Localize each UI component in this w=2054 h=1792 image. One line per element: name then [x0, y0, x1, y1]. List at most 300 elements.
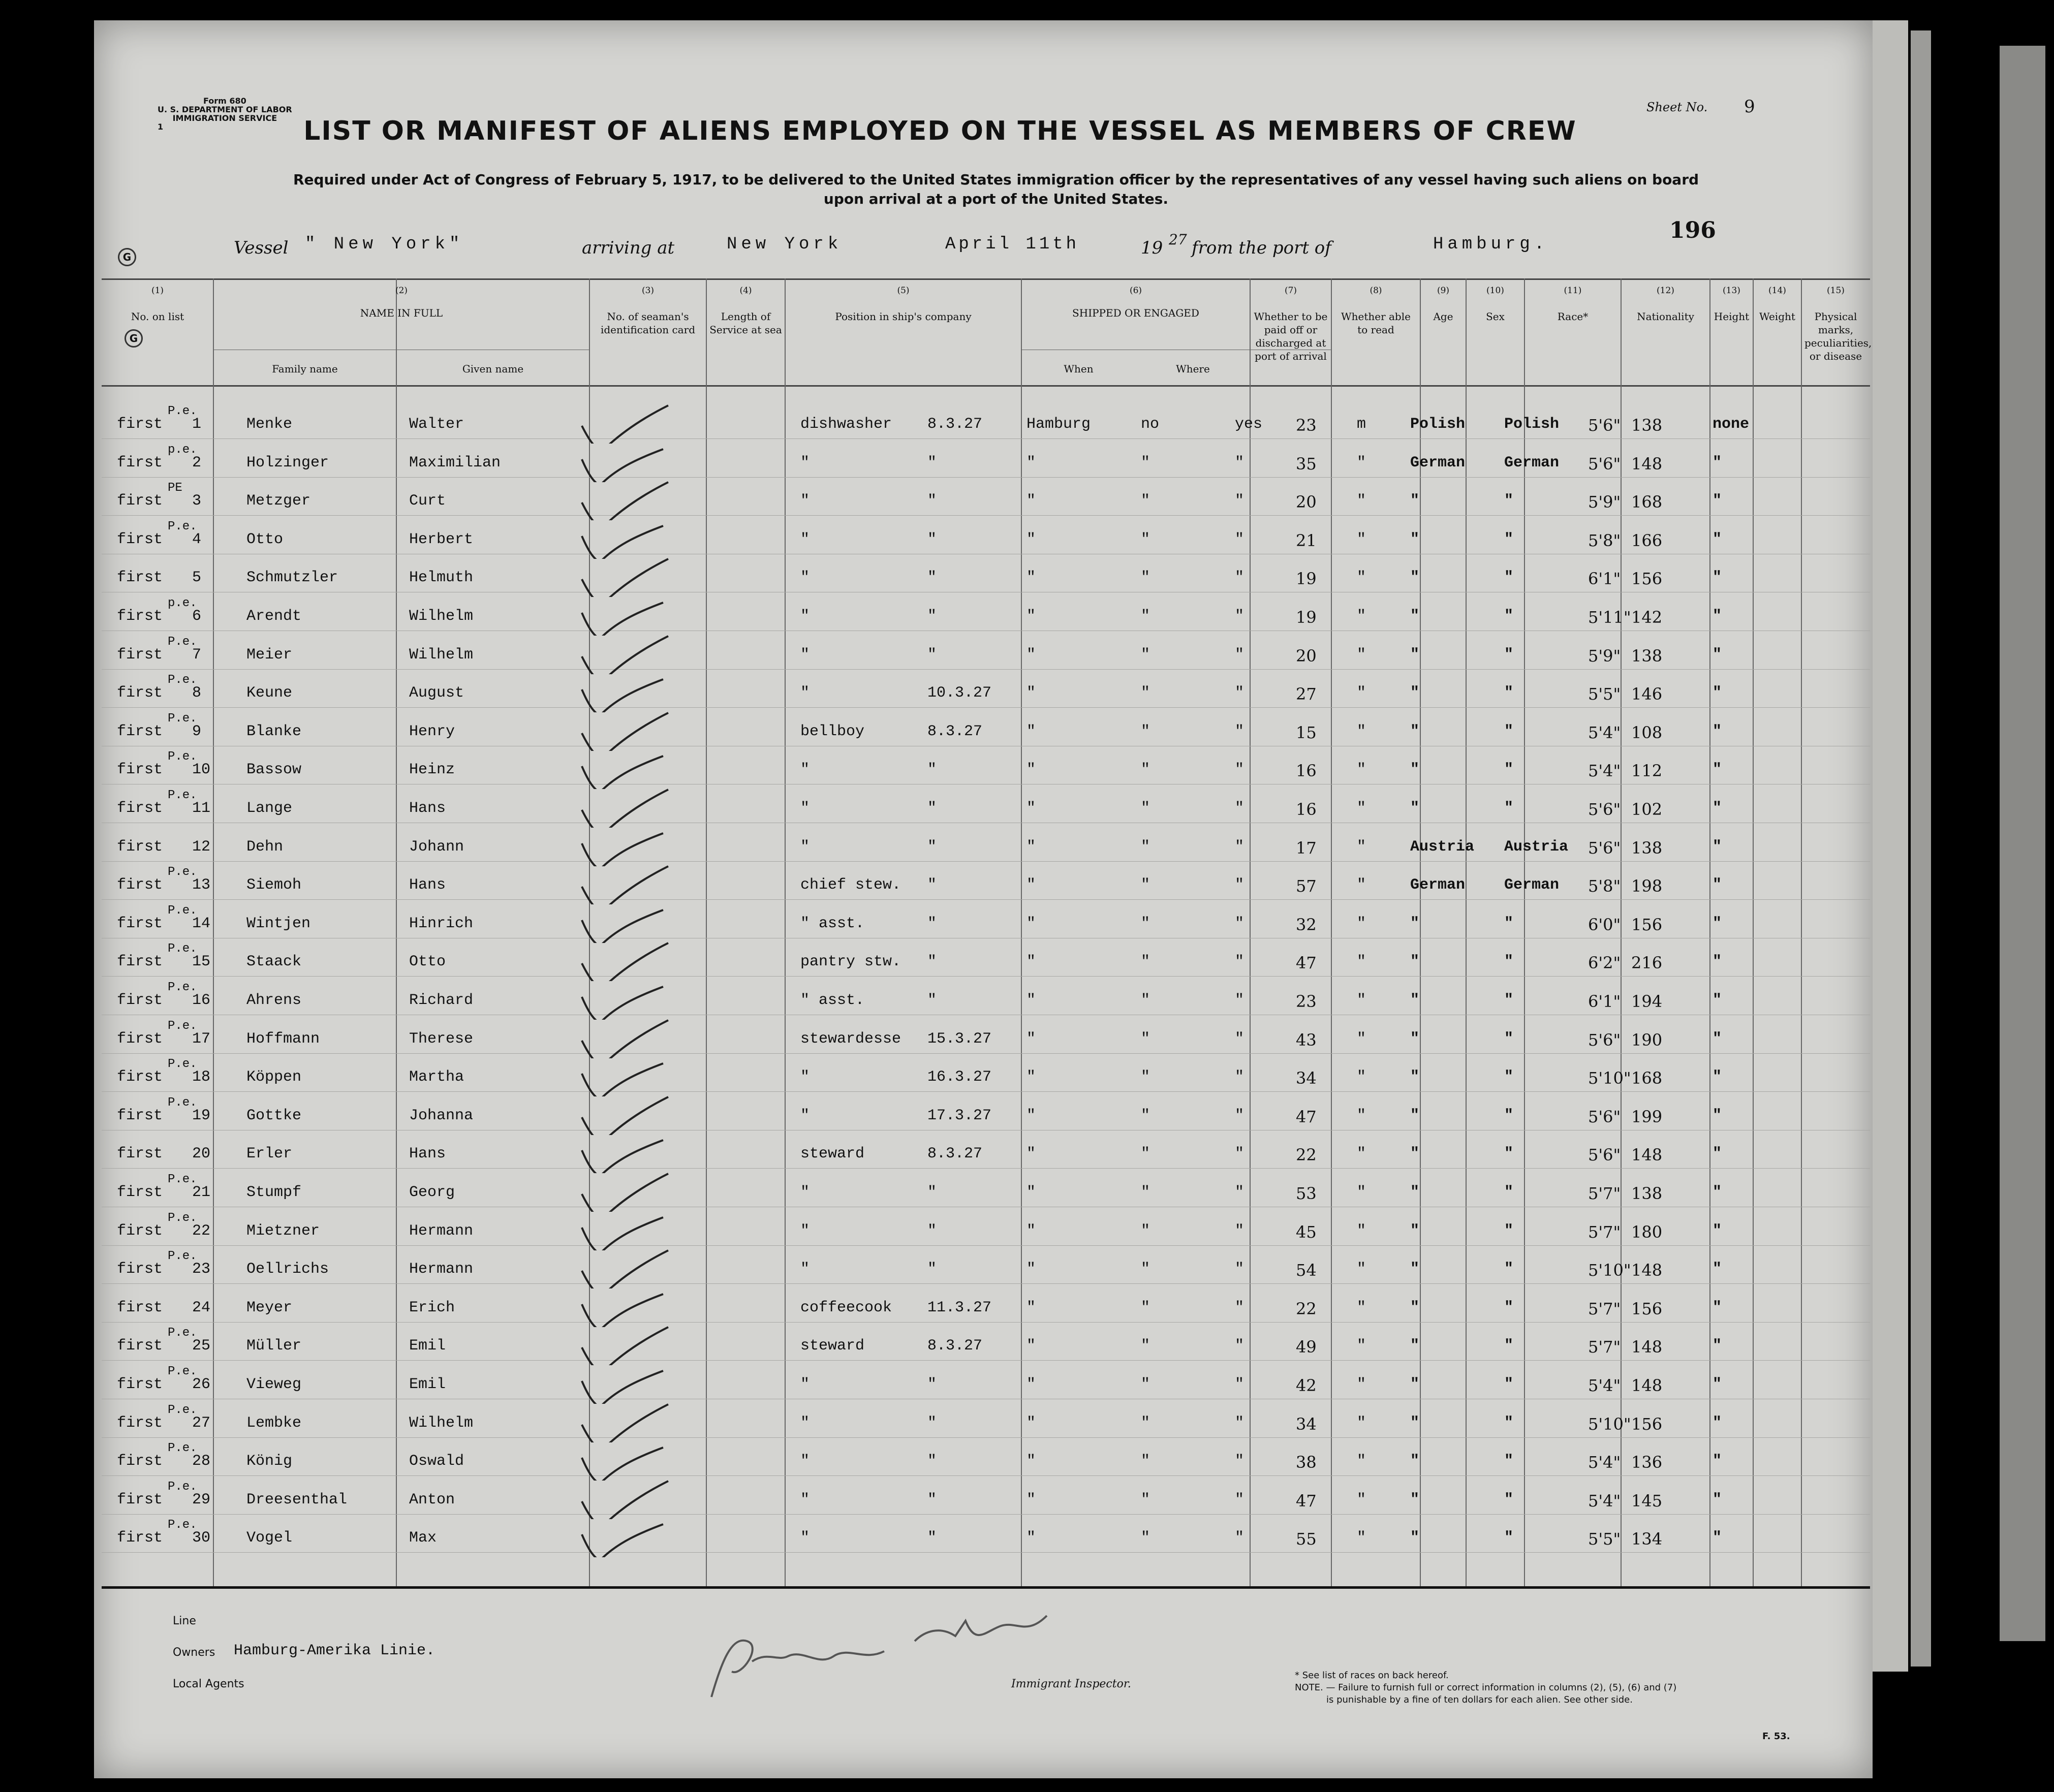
cell-position: " asst. — [800, 915, 865, 932]
cell-nat: " — [1504, 608, 1514, 625]
cell-age: 16 — [1296, 761, 1317, 781]
cell-cls: first — [117, 416, 163, 433]
cell-family: Blanke — [246, 722, 302, 740]
vessel-value: " New York" — [305, 235, 464, 254]
column-subheader: Given name — [462, 363, 524, 375]
cell-no: 16 — [192, 992, 211, 1009]
cell-cls: first — [117, 1453, 163, 1470]
cell-nat: German — [1504, 876, 1560, 894]
cell-given: Emil — [409, 1376, 446, 1393]
port-label: from the port of — [1192, 238, 1331, 258]
cell-position: " asst. — [800, 992, 865, 1009]
cell-sex: " — [1357, 1030, 1366, 1048]
cell-given: Erich — [409, 1299, 455, 1316]
cell-position: " — [800, 1107, 810, 1124]
cell-cls: first — [117, 1030, 163, 1048]
cell-when: 11.3.27 — [927, 1299, 992, 1316]
cell-height: 6'0" — [1588, 915, 1621, 934]
cell-age: 23 — [1296, 416, 1317, 435]
cell-family: Dreesenthal — [246, 1491, 348, 1508]
cell-nat: " — [1504, 569, 1514, 587]
cell-height: 5'11" — [1588, 608, 1631, 627]
cell-no: 28 — [192, 1453, 211, 1470]
cell-where: " — [1026, 684, 1036, 702]
row-rule — [102, 477, 1870, 478]
arriving-label: arriving at — [582, 238, 675, 258]
owners-label: Owners — [173, 1646, 215, 1659]
cell-race: " — [1410, 1222, 1420, 1240]
service-name: IMMIGRATION SERVICE — [172, 113, 277, 123]
cell-nat: " — [1504, 1261, 1514, 1278]
cell-given: Anton — [409, 1491, 455, 1508]
cell-height: 6'1" — [1588, 569, 1621, 589]
header-top-rule — [102, 278, 1870, 280]
cell-height: 5'8" — [1588, 876, 1621, 896]
cell-given: Maximilian — [409, 454, 501, 471]
cell-marks: " — [1713, 530, 1722, 548]
cell-age: 22 — [1296, 1145, 1317, 1165]
cell-no: 8 — [192, 684, 202, 702]
cell-paid: " — [1141, 1030, 1150, 1048]
row-rule — [102, 1245, 1870, 1246]
cell-position: " — [800, 684, 810, 702]
cell-nat: " — [1504, 722, 1514, 740]
cell-sex: m — [1357, 416, 1366, 433]
column-divider — [1021, 278, 1022, 1586]
cell-weight: 148 — [1631, 1261, 1663, 1280]
row-rule — [102, 1283, 1870, 1284]
cell-marks: " — [1713, 1376, 1722, 1393]
cell-weight: 148 — [1631, 454, 1663, 474]
cell-read: " — [1235, 1337, 1244, 1355]
cell-no: 20 — [192, 1145, 211, 1163]
cell-position: stewardesse — [800, 1030, 901, 1048]
cell-height: 6'1" — [1588, 992, 1621, 1011]
cell-race: German — [1410, 454, 1466, 471]
cell-mark: P.e. — [168, 1057, 197, 1072]
cell-when: 8.3.27 — [927, 416, 983, 433]
cell-family: Gottke — [246, 1107, 302, 1124]
cell-position: " — [800, 646, 810, 664]
cell-weight: 156 — [1631, 569, 1663, 589]
cell-cls: first — [117, 953, 163, 971]
cell-no: 9 — [192, 722, 202, 740]
cell-read: " — [1235, 992, 1244, 1009]
cell-age: 49 — [1296, 1337, 1317, 1357]
cell-read: " — [1235, 1145, 1244, 1163]
cell-sex: " — [1357, 800, 1366, 817]
cell-paid: " — [1141, 1222, 1150, 1240]
sheet-number-value: 9 — [1744, 97, 1755, 117]
column-header: Age — [1433, 310, 1453, 323]
cell-sex: " — [1357, 646, 1366, 664]
cell-when: " — [927, 530, 937, 548]
cell-sex: " — [1357, 1068, 1366, 1086]
column-number: (11) — [1564, 286, 1582, 296]
column-divider — [706, 278, 707, 1586]
cell-cls: first — [117, 876, 163, 894]
cell-sex: " — [1357, 1261, 1366, 1278]
cell-read: " — [1235, 761, 1244, 779]
cell-when: 8.3.27 — [927, 1145, 983, 1163]
column-divider — [1420, 278, 1421, 1586]
cell-paid: " — [1141, 953, 1150, 971]
column-header: NAME IN FULL — [360, 307, 443, 319]
cell-weight: 168 — [1631, 492, 1663, 512]
cell-age: 47 — [1296, 1107, 1317, 1126]
cell-height: 5'6" — [1588, 1107, 1621, 1126]
cell-cls: first — [117, 838, 163, 856]
cell-mark: PE — [168, 481, 182, 495]
cell-when: 8.3.27 — [927, 722, 983, 740]
cell-age: 23 — [1296, 992, 1317, 1011]
column-header: Whether to be paid off or discharged at port of arrival — [1254, 310, 1328, 362]
cell-cls: first — [117, 1261, 163, 1278]
cell-no: 15 — [192, 953, 211, 971]
cell-when: " — [927, 569, 937, 587]
cell-mark: P.e. — [168, 1326, 197, 1340]
cell-marks: " — [1713, 684, 1722, 702]
cell-read: " — [1235, 492, 1244, 510]
cell-weight: 216 — [1631, 953, 1663, 973]
cell-when: " — [927, 1529, 937, 1547]
cell-given: Herbert — [409, 530, 474, 548]
line-label: Line — [173, 1615, 196, 1627]
row-rule — [102, 1552, 1870, 1553]
cell-sex: " — [1357, 1107, 1366, 1124]
cell-mark: P.e. — [168, 981, 197, 994]
cell-nat: " — [1504, 800, 1514, 817]
column-header: Sex — [1486, 310, 1505, 323]
cell-read: " — [1235, 915, 1244, 932]
cell-when: " — [927, 992, 937, 1009]
cell-where: " — [1026, 1145, 1036, 1163]
cell-family: Oellrichs — [246, 1261, 329, 1278]
column-divider — [1250, 278, 1251, 1586]
cell-position: " — [800, 800, 810, 817]
cell-no: 14 — [192, 915, 211, 932]
cell-sex: " — [1357, 915, 1366, 932]
cell-family: Holzinger — [246, 454, 329, 471]
column-divider — [1331, 278, 1332, 1586]
cell-paid: " — [1141, 646, 1150, 664]
column-header: Position in ship's company — [835, 310, 972, 323]
cell-sex: " — [1357, 876, 1366, 894]
cell-weight: 156 — [1631, 1414, 1663, 1434]
cell-given: August — [409, 684, 464, 702]
row-rule — [102, 976, 1870, 977]
column-number: (5) — [897, 286, 910, 296]
cell-paid: " — [1141, 1184, 1150, 1201]
cell-age: 57 — [1296, 876, 1317, 896]
cell-sex: " — [1357, 1184, 1366, 1201]
cell-no: 2 — [192, 454, 202, 471]
cell-nat: " — [1504, 1376, 1514, 1393]
cell-when: " — [927, 1261, 937, 1278]
manifest-title: LIST OR MANIFEST OF ALIENS EMPLOYED ON THE VESSEL AS MEMBERS OF CREW — [303, 116, 1577, 146]
cell-nat: " — [1504, 1529, 1514, 1547]
cell-where: " — [1026, 800, 1036, 817]
cell-no: 29 — [192, 1491, 211, 1508]
cell-weight: 146 — [1631, 684, 1663, 704]
vessel-label: Vessel — [234, 238, 289, 258]
cell-paid: " — [1141, 608, 1150, 625]
cell-marks: " — [1713, 1299, 1722, 1316]
cell-nat: " — [1504, 1184, 1514, 1201]
cell-height: 5'6" — [1588, 800, 1621, 819]
cell-position: " — [800, 838, 810, 856]
cell-race: " — [1410, 1030, 1420, 1048]
cell-height: 5'4" — [1588, 722, 1621, 742]
cell-read: " — [1235, 953, 1244, 971]
cell-age: 47 — [1296, 1491, 1317, 1511]
cell-sex: " — [1357, 1376, 1366, 1393]
cell-when: " — [927, 838, 937, 856]
cell-age: 42 — [1296, 1376, 1317, 1395]
cell-no: 19 — [192, 1107, 211, 1124]
cell-given: Therese — [409, 1030, 474, 1048]
g-stamp-icon: G — [125, 329, 143, 348]
cell-nat: " — [1504, 1491, 1514, 1508]
year-suffix: 27 — [1169, 231, 1187, 248]
cell-weight: 148 — [1631, 1376, 1663, 1395]
cell-mark: P.e. — [168, 711, 197, 726]
fine-note: NOTE. — Failure to furnish full or correct information in columns (2), (5), (6) and (7) — [1295, 1682, 1677, 1693]
header-bottom-rule — [102, 385, 1870, 387]
cell-race: " — [1410, 1068, 1420, 1086]
cell-race: German — [1410, 876, 1466, 894]
row-rule — [102, 861, 1870, 862]
cell-nat: " — [1504, 1453, 1514, 1470]
cell-mark: P.e. — [168, 942, 197, 956]
cell-marks: " — [1713, 1491, 1722, 1508]
cell-read: " — [1235, 1414, 1244, 1432]
cell-sex: " — [1357, 1299, 1366, 1316]
cell-when: " — [927, 646, 937, 664]
cell-height: 5'7" — [1588, 1184, 1621, 1203]
column-header: SHIPPED OR ENGAGED — [1072, 307, 1199, 319]
cell-given: Otto — [409, 953, 446, 971]
cell-paid: " — [1141, 1299, 1150, 1316]
cell-given: Heinz — [409, 761, 455, 779]
column-subheader: Where — [1176, 363, 1210, 375]
inspector-label: Immigrant Inspector. — [1011, 1678, 1131, 1690]
arrival-date: April 11th — [945, 235, 1080, 254]
cell-paid: " — [1141, 1414, 1150, 1432]
cell-no: 3 — [192, 492, 202, 510]
cell-nat: " — [1504, 684, 1514, 702]
cell-mark: P.e. — [168, 865, 197, 879]
cell-position: dishwasher — [800, 416, 892, 433]
cell-nat: " — [1504, 1145, 1514, 1163]
cell-where: " — [1026, 1222, 1036, 1240]
cell-weight: 145 — [1631, 1491, 1663, 1511]
cell-age: 19 — [1296, 569, 1317, 589]
cell-mark: P.e. — [168, 1095, 197, 1110]
cell-age: 22 — [1296, 1299, 1317, 1318]
cell-marks: " — [1713, 569, 1722, 587]
cell-family: Stumpf — [246, 1184, 302, 1201]
cell-mark: P.e. — [168, 635, 197, 649]
cell-weight: 142 — [1631, 608, 1663, 627]
cell-cls: first — [117, 530, 163, 548]
name-subcolumn-divider — [396, 350, 397, 1586]
cell-paid: " — [1141, 1376, 1150, 1393]
cell-when: " — [927, 876, 937, 894]
cell-when: 8.3.27 — [927, 1337, 983, 1355]
race-note: * See list of races on back hereof. — [1295, 1670, 1449, 1681]
column-divider — [1524, 278, 1525, 1586]
cell-age: 34 — [1296, 1414, 1317, 1434]
cell-race: " — [1410, 1184, 1420, 1201]
cell-mark: P.e. — [168, 673, 197, 687]
cell-marks: " — [1713, 838, 1722, 856]
cell-marks: " — [1713, 1068, 1722, 1086]
sheet-number-label: Sheet No. — [1646, 100, 1708, 114]
column-number: (9) — [1437, 286, 1450, 296]
cell-marks: " — [1713, 1453, 1722, 1470]
cell-where: " — [1026, 530, 1036, 548]
cell-sex: " — [1357, 1222, 1366, 1240]
cell-family: Wintjen — [246, 915, 311, 932]
column-header: Length of Service at sea — [709, 310, 782, 336]
cell-family: Meyer — [246, 1299, 293, 1316]
column-header: Physical marks, peculiarities, or disease — [1804, 310, 1872, 362]
row-rule — [102, 515, 1870, 516]
cell-age: 16 — [1296, 800, 1317, 819]
row-rule — [102, 1360, 1870, 1361]
cell-given: Oswald — [409, 1453, 464, 1470]
cell-paid: " — [1141, 530, 1150, 548]
cell-race: " — [1410, 1529, 1420, 1547]
cell-mark: P.e. — [168, 1518, 197, 1532]
column-number: (2) — [395, 286, 408, 296]
column-number: (14) — [1768, 286, 1786, 296]
cell-when: 16.3.27 — [927, 1068, 992, 1086]
cell-nat: German — [1504, 454, 1560, 471]
column-subheader: When — [1064, 363, 1094, 375]
row-rule — [102, 1437, 1870, 1438]
row-rule — [102, 669, 1870, 670]
cell-where: " — [1026, 1261, 1036, 1278]
cell-weight: 166 — [1631, 530, 1663, 550]
cell-paid: " — [1141, 1529, 1150, 1547]
cell-when: " — [927, 1453, 937, 1470]
cell-mark: P.e. — [168, 1441, 197, 1456]
cell-mark: P.e. — [168, 1365, 197, 1378]
row-rule — [102, 1053, 1870, 1054]
cell-nat: " — [1504, 915, 1514, 932]
cell-where: " — [1026, 1337, 1036, 1355]
cell-read: " — [1235, 838, 1244, 856]
cell-race: " — [1410, 800, 1420, 817]
cell-family: Mietzner — [246, 1222, 320, 1240]
cell-mark: P.e. — [168, 789, 197, 802]
cell-where: " — [1026, 915, 1036, 932]
cell-when: " — [927, 1222, 937, 1240]
cell-cls: first — [117, 1376, 163, 1393]
cell-family: Lange — [246, 800, 293, 817]
cell-age: 45 — [1296, 1222, 1317, 1242]
cell-when: " — [927, 1491, 937, 1508]
cell-marks: none — [1713, 416, 1750, 433]
cell-mark: P.e. — [168, 519, 197, 533]
cell-race: Austria — [1410, 838, 1475, 856]
cell-mark: P.e. — [168, 750, 197, 764]
cell-race: " — [1410, 492, 1420, 510]
cell-family: Lembke — [246, 1414, 302, 1432]
cell-weight: 138 — [1631, 1184, 1663, 1203]
cell-given: Walter — [409, 416, 464, 433]
cell-position: " — [800, 1453, 810, 1470]
cell-cls: first — [117, 1107, 163, 1124]
cell-family: Otto — [246, 530, 284, 548]
cell-height: 5'6" — [1588, 416, 1621, 435]
cell-nat: " — [1504, 761, 1514, 779]
cell-where: " — [1026, 722, 1036, 740]
cell-when: " — [927, 608, 937, 625]
column-header: Race* — [1557, 310, 1589, 323]
cell-race: " — [1410, 569, 1420, 587]
cell-marks: " — [1713, 454, 1722, 471]
cell-cls: first — [117, 454, 163, 471]
crew-table — [102, 278, 1870, 1584]
cell-read: yes — [1235, 416, 1263, 433]
cell-weight: 148 — [1631, 1145, 1663, 1165]
cell-race: " — [1410, 953, 1420, 971]
cell-nat: " — [1504, 953, 1514, 971]
cell-weight: 156 — [1631, 915, 1663, 934]
cell-weight: 190 — [1631, 1030, 1663, 1050]
cell-cls: first — [117, 1184, 163, 1201]
row-rule — [102, 707, 1870, 708]
cell-cls: first — [117, 569, 163, 587]
column-divider — [785, 278, 786, 1586]
cell-sex: " — [1357, 992, 1366, 1009]
cell-age: 53 — [1296, 1184, 1317, 1203]
cell-where: " — [1026, 608, 1036, 625]
cell-race: " — [1410, 1453, 1420, 1470]
cell-cls: first — [117, 992, 163, 1009]
cell-family: König — [246, 1453, 293, 1470]
cell-read: " — [1235, 800, 1244, 817]
cell-age: 15 — [1296, 722, 1317, 742]
cell-height: 5'6" — [1588, 1030, 1621, 1050]
cell-race: " — [1410, 1376, 1420, 1393]
cell-age: 20 — [1296, 646, 1317, 666]
cell-height: 5'8" — [1588, 530, 1621, 550]
cell-given: Martha — [409, 1068, 464, 1086]
cell-nat: " — [1504, 1222, 1514, 1240]
column-number: (13) — [1723, 286, 1740, 296]
cell-sex: " — [1357, 1529, 1366, 1547]
cell-nat: " — [1504, 646, 1514, 664]
local-agents-label: Local Agents — [173, 1678, 244, 1690]
cell-read: " — [1235, 530, 1244, 548]
cell-position: " — [800, 1222, 810, 1240]
row-rule — [102, 1168, 1870, 1169]
cell-nat: " — [1504, 992, 1514, 1009]
cell-where: " — [1026, 1491, 1036, 1508]
cell-weight: 180 — [1631, 1222, 1663, 1242]
cell-given: Helmuth — [409, 569, 474, 587]
cell-paid: " — [1141, 1453, 1150, 1470]
cell-age: 32 — [1296, 915, 1317, 934]
inspector-signature — [701, 1600, 1087, 1712]
cell-race: " — [1410, 1414, 1420, 1432]
cell-height: 6'2" — [1588, 953, 1621, 973]
cell-paid: " — [1141, 838, 1150, 856]
